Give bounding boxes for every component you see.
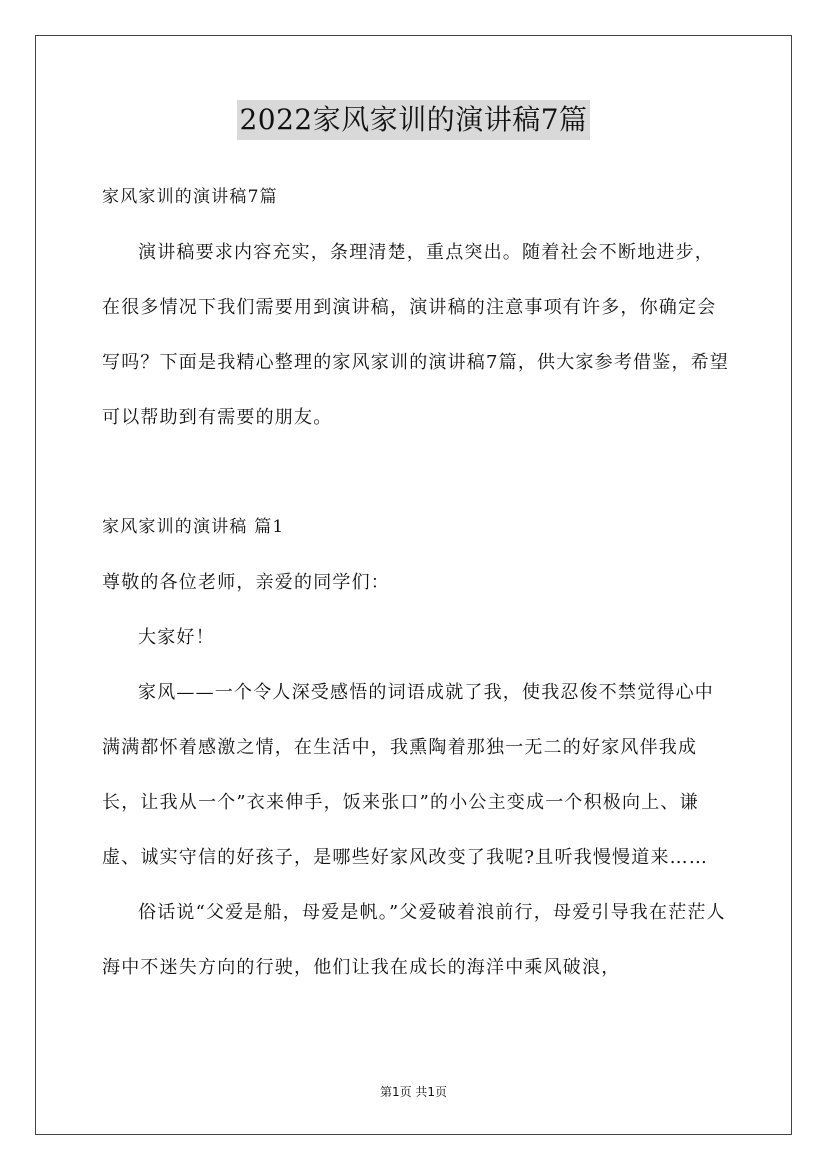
document-title: 2022家风家训的演讲稿7篇 xyxy=(237,100,589,140)
document-body xyxy=(102,170,732,995)
title-container xyxy=(0,100,827,140)
section-heading: 家风家训的演讲稿 篇1 xyxy=(102,517,285,537)
document-subtitle: 家风家训的演讲稿7篇 xyxy=(102,187,278,207)
intro-paragraph: 演讲稿要求内容充实，条理清楚，重点突出。随着社会不断地进步，在很多情况下我们需要用到演讲稿，演讲稿的注意事项有许多，你确定会写吗？下面是我精心整理的家风家训的演讲稿7篇，供大家参考借鉴，希望可以帮助到有需要的朋友。 xyxy=(102,242,730,428)
body-paragraph-1: 家风——一个令人深受感悟的词语成就了我，使我忍俊不禁觉得心中满满都怀着感激之情，在生活中，我熏陶着那独一无二的好家风伴我成长，让我从一个”衣来伸手，饭来张口”的小公主变成一个积极向上、谦虚、诚实守信的好孩子，是哪些好家风改变了我呢?且听我慢慢道来…… xyxy=(102,682,714,868)
paragraph-gap xyxy=(102,445,732,500)
greeting: 大家好！ xyxy=(138,627,215,648)
page-footer: 第1页 共1页 xyxy=(379,1085,448,1099)
body-paragraph-2: 俗话说“父爱是船，母爱是帆。”父爱破着浪前行，母爱引导我在茫茫人海中不迷失方向的行驶，他们让我在成长的海洋中乘风破浪， xyxy=(102,902,726,978)
salutation: 尊敬的各位老师，亲爱的同学们： xyxy=(102,572,390,593)
